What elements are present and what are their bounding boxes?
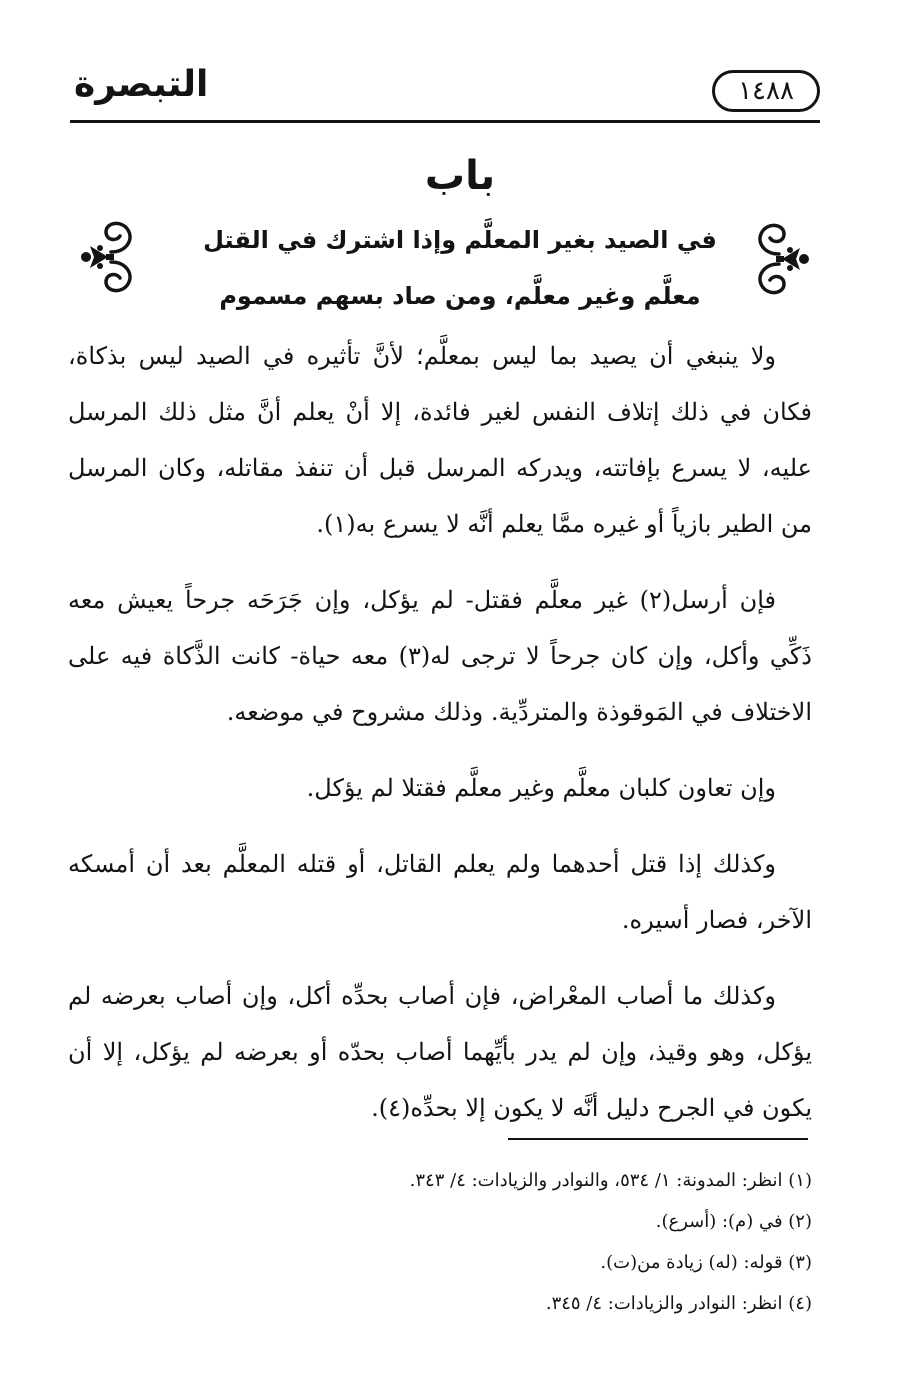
header-rule — [70, 120, 820, 123]
footnote-separator — [508, 1138, 808, 1140]
paragraph: وكذلك إذا قتل أحدهما ولم يعلم القاتل، أو قتله المعلَّم بعد أن أمسكه الآخر، فصار أسيره. — [68, 850, 812, 934]
floral-ornament-icon — [78, 212, 144, 302]
book-title: التبصرة — [74, 64, 209, 105]
page-number-badge: ١٤٨٨ — [712, 70, 820, 112]
chapter-title: باب — [424, 153, 496, 199]
subtitle-line-1: في الصيد بغير المعلَّم وإذا اشترك في القتل — [203, 226, 717, 254]
footnote: (٣) قوله: (له) زيادة من(ت). — [600, 1252, 812, 1273]
subtitle-line-2: معلَّم وغير معلَّم، ومن صاد بسهم مسموم — [219, 282, 701, 310]
footnote: (١) انظر: المدونة: ١/ ٥٣٤، والنوادر والزيادات: ٤/ ٣٤٣. — [409, 1170, 812, 1191]
footnotes — [100, 1160, 812, 1324]
main-text — [68, 328, 812, 1156]
footnote: (٢) في (م): (أسرع). — [655, 1211, 812, 1232]
paragraph: ولا ينبغي أن يصيد بما ليس بمعلَّم؛ لأنَّ تأثيره في الصيد ليس بذكاة، فكان في ذلك إتلاف النفس لغير فائدة، إلا أنْ يعلم أنَّ مثل ذلك المرسل عليه، لا يسرع بإفاتته، ويدركه المرسل قبل أن تنفذ مقاتله، وكان المرسل من الطير بازياً أو غيره ممَّا يعلم أنَّه لا يسرع به(١). — [68, 342, 812, 538]
chapter-subtitle — [150, 212, 770, 324]
paragraph: وكذلك ما أصاب المعْراض، فإن أصاب بحدِّه أكل، وإن أصاب بعرضه لم يؤكل، وهو وقيذ، وإن لم يدر بأيِّهما أصاب بحدّه أو بعرضه لم يؤكل، إلا أن يكون في الجرح دليل أنَّه لا يكون إلا بحدِّه(٤). — [68, 982, 812, 1122]
paragraph: وإن تعاون كلبان معلَّم وغير معلَّم فقتلا لم يؤكل. — [306, 774, 776, 802]
footnote: (٤) انظر: النوادر والزيادات: ٤/ ٣٤٥. — [545, 1293, 812, 1314]
page-header — [70, 58, 820, 126]
paragraph: فإن أرسل(٢) غير معلَّم فقتل- لم يؤكل، وإن جَرَحَه جرحاً يعيش معه ذَكِّي وأكل، وإن كان جرحاً لا ترجى له(٣) معه حياة- كانت الذَّكاة فيه على الاختلاف في المَوقوذة والمتردِّية. وذلك مشروح في موضعه. — [68, 586, 812, 726]
